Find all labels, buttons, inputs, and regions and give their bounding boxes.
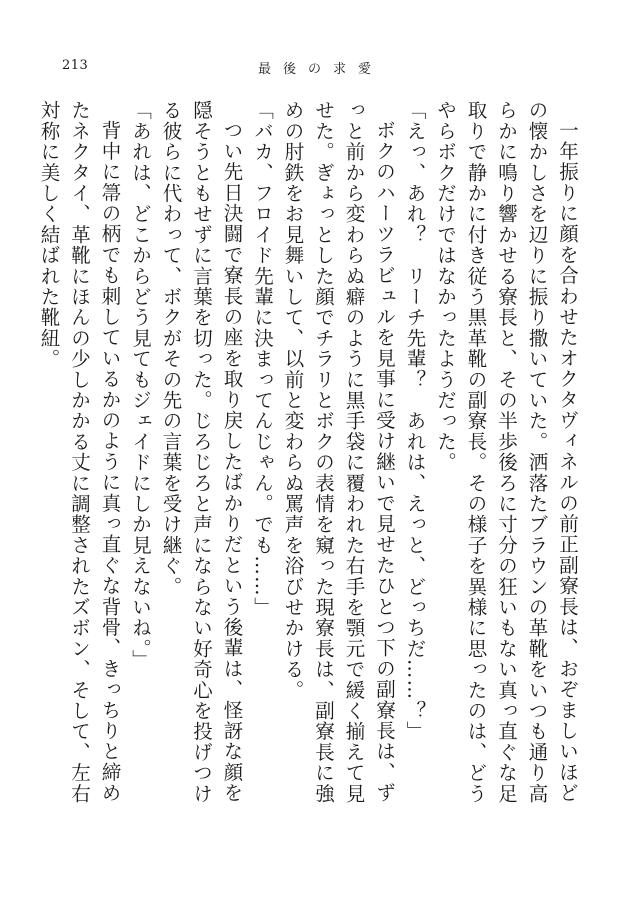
paragraph: 「えっ、あれ？ リーチ先輩？ あれは、えっと、どっちだ……？」 xyxy=(403,100,427,742)
page-number: 213 xyxy=(62,58,89,73)
paragraph: 一年振りに顔を合わせたオクタヴィネルの前正副寮長は、おぞましいほどの懐かしさを辺りに振り撒いていた。洒落たブラウンの革靴をいつも通り高らかに鳴り響かせる寮長と、その半歩後ろに寸分の狂いもない真っ直ぐな足取りで静かに付き従う黒革靴の副寮長。その様子を異様に思ったのは、どうやらボクだけではなかったようだった。 xyxy=(434,100,579,804)
paragraph: 「あれは、どこからどう見てもジェイドにしか見えないね。」 xyxy=(129,100,152,670)
body-text xyxy=(37,100,582,820)
running-title: 最後の求愛 xyxy=(258,62,384,77)
paragraph: 背中に箒の柄でも刺しているかのように真っ直ぐな背骨、きっちりと締めたネクタイ、革靴にほんの少しかかる丈に調整されたズボン、そして、左右対称に美しく結ばれた靴紐。 xyxy=(37,100,122,804)
paragraph: ボクのハーツラビュルを見事に受け継いで見せたひとつ下の副寮長は、ずっと前から変わらぬ癖のように黒手袋に覆われた右手を顎元で緩く揃えて見せた。ぎょっとした顔でチラリとボクの表情を窺った現寮長は、副寮長に強めの肘鉄をお見舞いして、以前と変わらぬ罵声を浴びせかける。 xyxy=(281,100,396,804)
paragraph: 「バカ、フロイド先輩に決まってんじゃん。でも……」 xyxy=(251,100,274,618)
paragraph: つい先日決闘で寮長の座を取り戻したばかりだという後輩は、怪訝な顔を隠そうともせずに言葉を切った。じろじろと声にならない好奇心を投げつける彼らに代わって、ボクがその先の言葉を受け継ぐ。 xyxy=(159,100,244,804)
